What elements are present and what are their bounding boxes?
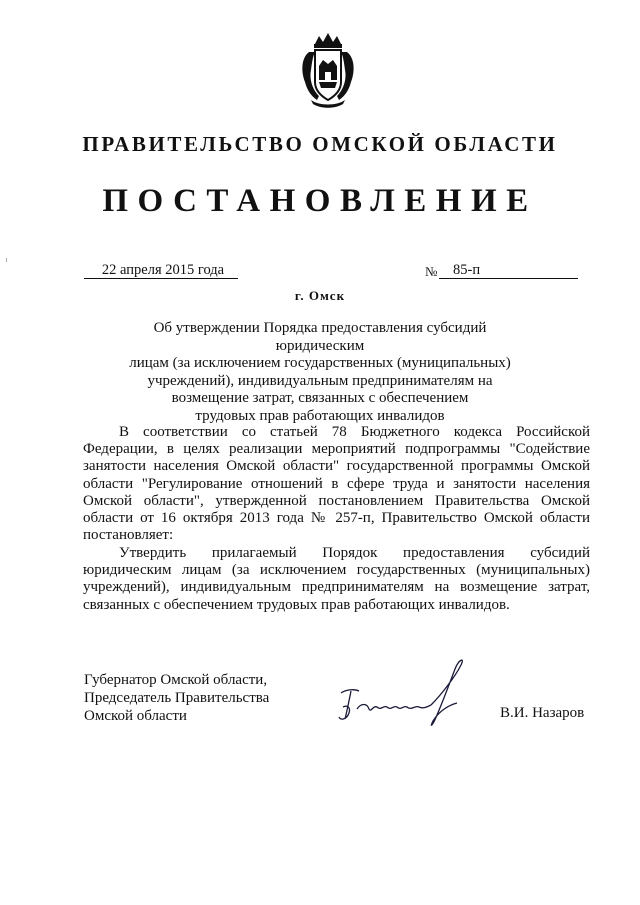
document-type-title: ПОСТАНОВЛЕНИЕ: [102, 183, 538, 219]
coat-of-arms-icon: [297, 30, 359, 110]
signatory-title-line: Председатель Правительства: [84, 690, 270, 706]
resolution-paragraph: [83, 545, 590, 614]
signer-name: В.И. Назаров: [500, 705, 585, 721]
preamble-paragraph: [83, 424, 590, 544]
document-date: 22 апреля 2015 года: [84, 262, 238, 279]
number-label: №: [425, 264, 438, 279]
document-number: 85-п: [439, 262, 578, 279]
city-name: г. Омск: [294, 288, 346, 303]
subject-line: трудовых прав работающих инвалидов: [195, 407, 445, 424]
preamble-text: В соответствии со статьей 78 Бюджетного кодекса Российской Федерации, в целях реализации мероприятий подпрограммы "Содействие занятости населения Омской области" государственной программы Омской области "Регулирование отношений в сфере труда и занятости населения Омской области", утвержденной постановлением Правительства Омской области от 16 октября 2013 года № 257-п, Правительство Омской области постановляет:: [83, 424, 590, 544]
document-subject: [110, 320, 530, 425]
subject-line: возмещение затрат, связанных с обеспечением: [171, 390, 469, 406]
subject-line: учреждений), индивидуальным предпринимателям на: [147, 372, 493, 389]
margin-mark: [6, 258, 7, 262]
handwritten-signature-icon: [333, 655, 483, 735]
subject-line: Об утверждении Порядка предоставления субсидий юридическим: [153, 320, 487, 354]
government-title: ПРАВИТЕЛЬСТВО ОМСКОЙ ОБЛАСТИ: [82, 132, 558, 156]
resolution-text: Утвердить прилагаемый Порядок предоставления субсидий юридическим лицам (за исключением государственных (муниципальных) учреждений), индивидуальным предпринимателям на возмещение затрат, связанных с обеспечением трудовых прав работающих инвалидов.: [83, 545, 590, 613]
signatory-title-line: Губернатор Омской области,: [84, 672, 268, 688]
signatory-title-line: Омской области: [84, 708, 187, 724]
subject-line: лицам (за исключением государственных (муниципальных): [129, 355, 511, 371]
